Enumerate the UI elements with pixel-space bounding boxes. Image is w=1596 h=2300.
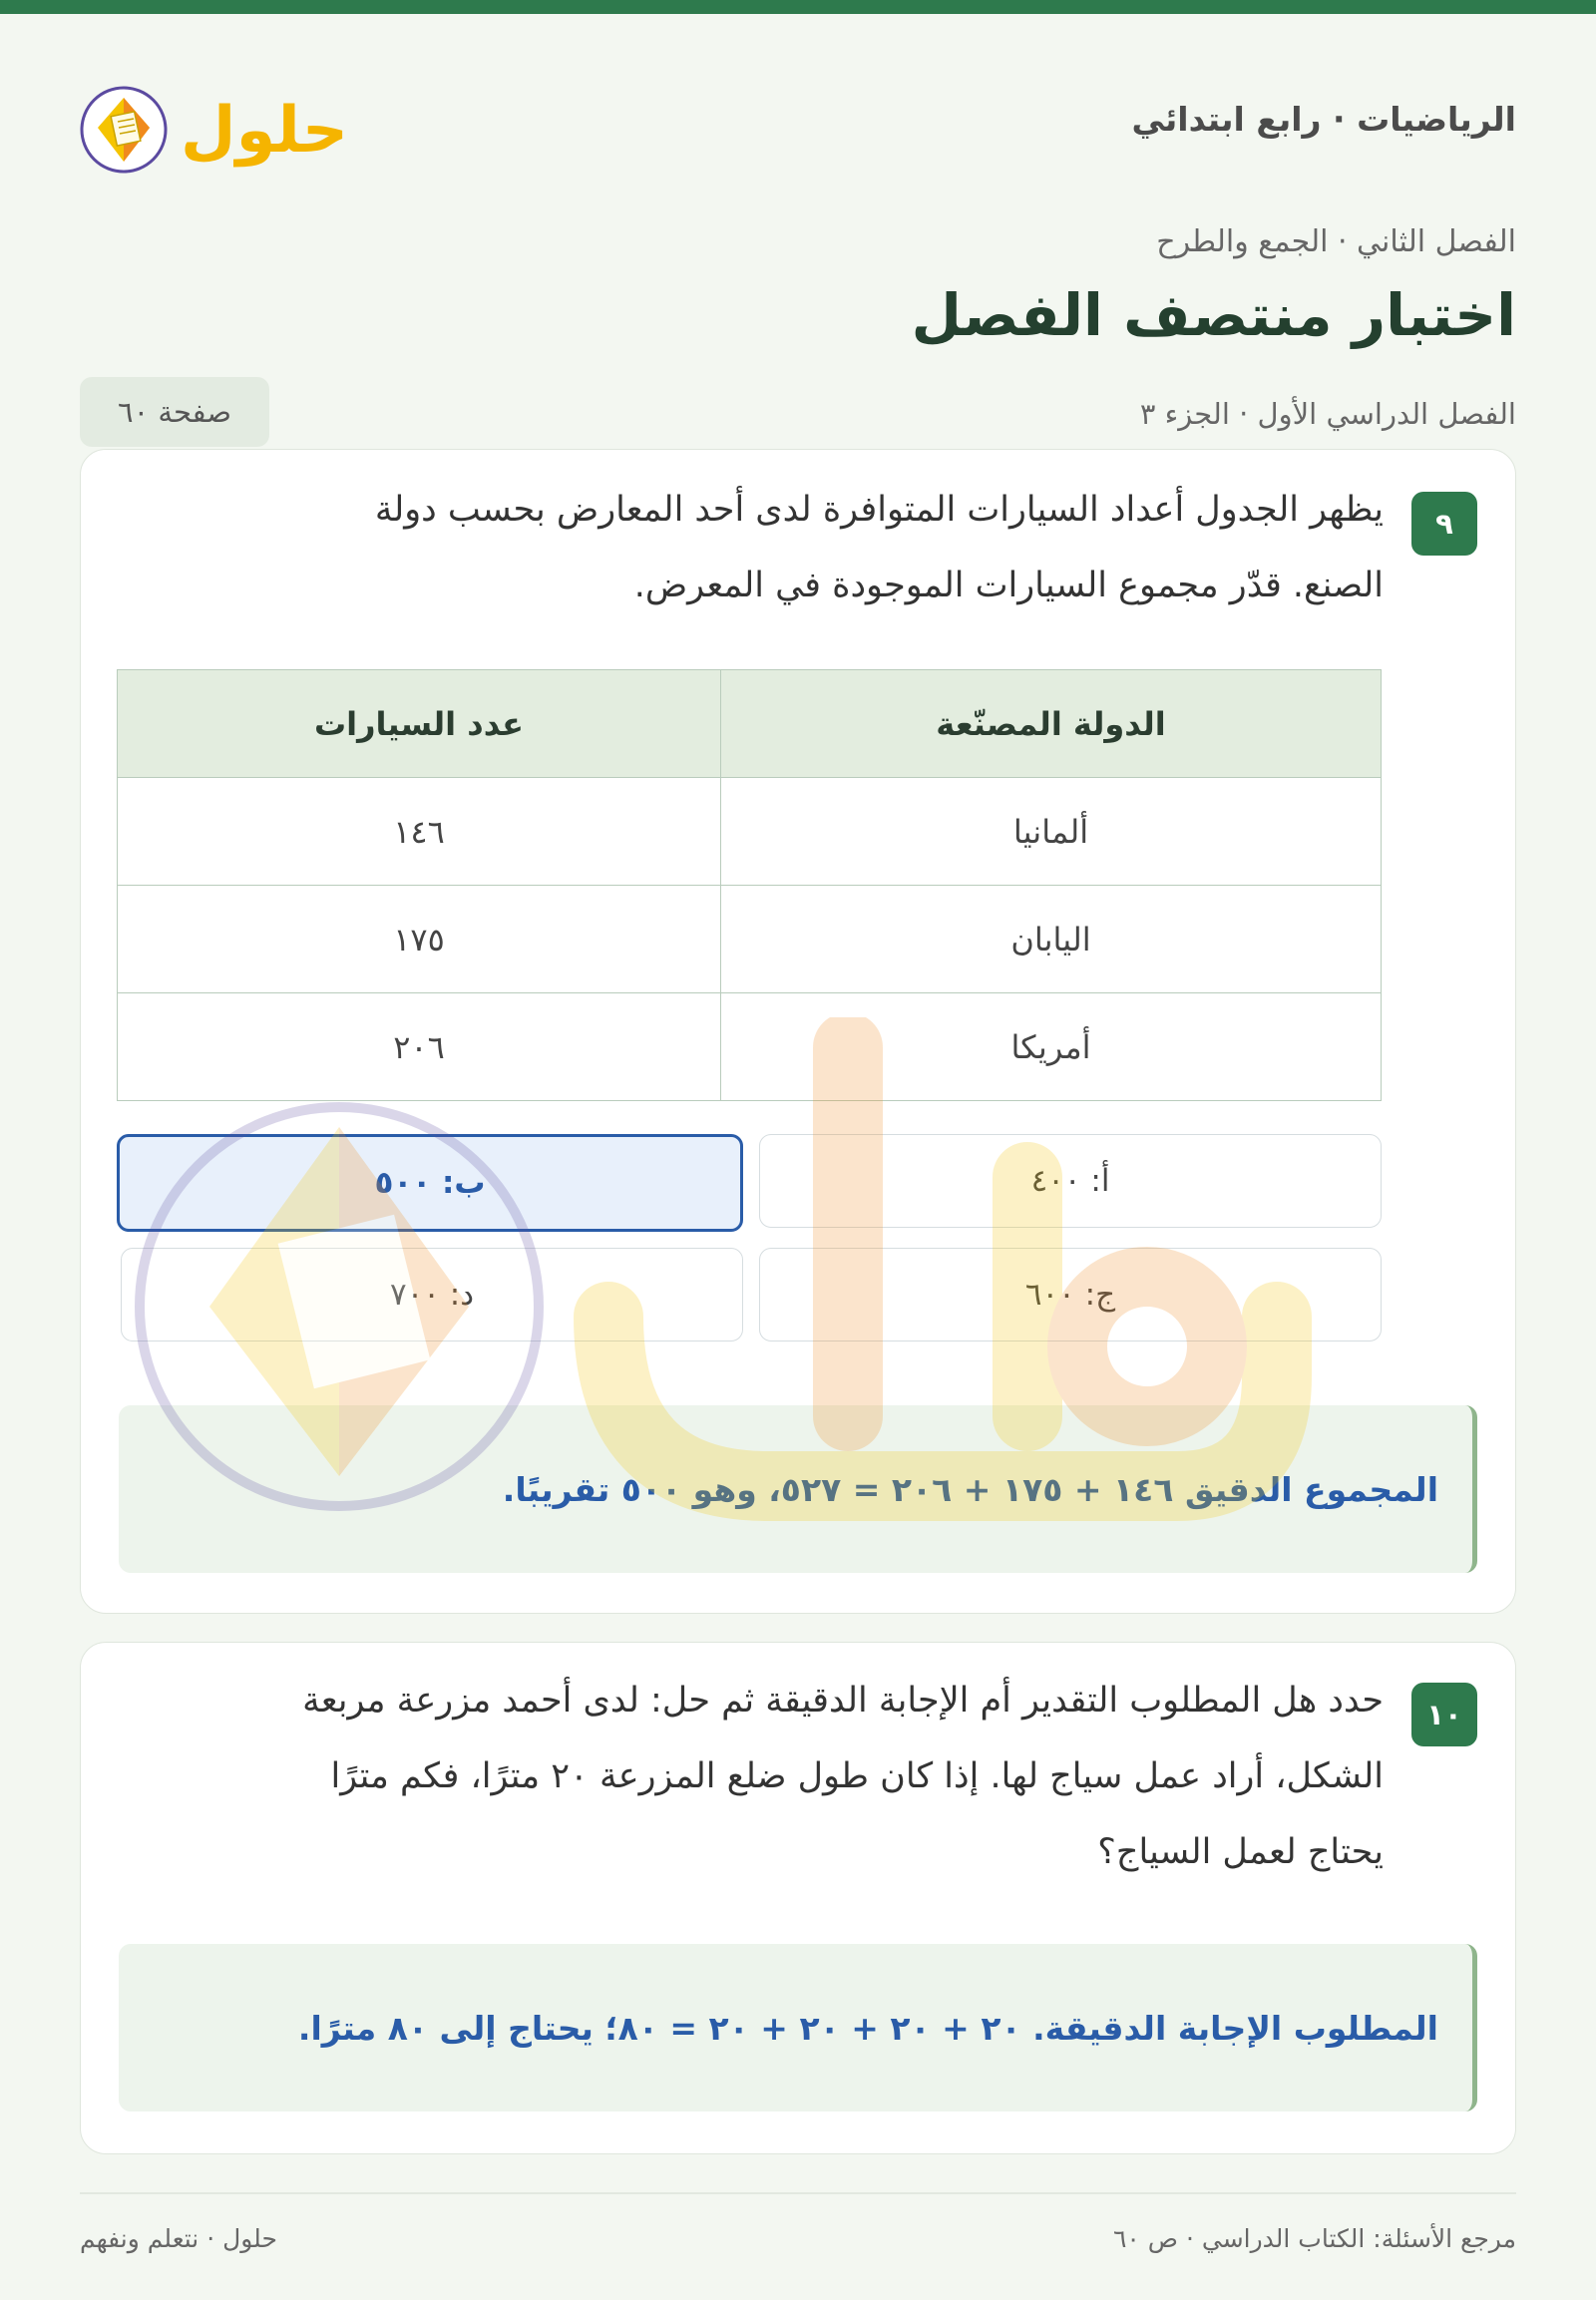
table-cell-count: ١٤٦ bbox=[118, 778, 721, 886]
answer-box bbox=[119, 1944, 1477, 2111]
table-cell-country: اليابان bbox=[721, 886, 1382, 993]
hulool-logo bbox=[80, 70, 369, 180]
question-text-line: يحتاج لعمل السياج؟ bbox=[1097, 1832, 1384, 1872]
question-text-line: الشكل، أراد عمل سياج لها. إذا كان طول ضلع المزرعة ٢٠ مترًا، فكم مترًا bbox=[330, 1756, 1384, 1796]
table-header-row bbox=[118, 670, 1382, 778]
page-number-chip: صفحة ٦٠ bbox=[80, 377, 269, 447]
footer-brand: حلول · نتعلم ونفهم bbox=[80, 2224, 277, 2253]
answer-text: المجموع الدقيق ١٤٦ + ١٧٥ + ٢٠٦ = ٥٢٧، وهو ٥٠٠ تقريبًا. bbox=[502, 1469, 1438, 1509]
answer-box bbox=[119, 1405, 1477, 1573]
top-accent-bar bbox=[0, 0, 1596, 14]
option-a-button[interactable]: أ: ٤٠٠ bbox=[759, 1134, 1382, 1228]
question-text bbox=[302, 1663, 1384, 1890]
answer-text: المطلوب الإجابة الدقيقة. ٢٠ + ٢٠ + ٢٠ + ٢٠ = ٨٠؛ يحتاج إلى ٨٠ مترًا. bbox=[297, 2008, 1438, 2048]
page-title: اختبار منتصف الفصل bbox=[911, 281, 1516, 349]
question-text-line: حدد هل المطلوب التقدير أم الإجابة الدقيقة ثم حل: لدى أحمد مزرعة مربعة bbox=[302, 1681, 1384, 1721]
chapter-label: الفصل الثاني · الجمع والطرح bbox=[1156, 224, 1516, 259]
footer-reference: مرجع الأسئلة: الكتاب الدراسي · ص ٦٠ bbox=[1112, 2224, 1516, 2253]
table-row bbox=[118, 886, 1382, 993]
question-text-line: يظهر الجدول أعداد السيارات المتوافرة لدى أحد المعارض بحسب دولة bbox=[374, 490, 1384, 530]
question-text bbox=[375, 472, 1384, 623]
option-c-button[interactable]: ج: ٦٠٠ bbox=[759, 1248, 1382, 1342]
question-card-10 bbox=[80, 1642, 1516, 2154]
table-cell-count: ٢٠٦ bbox=[118, 993, 721, 1101]
table-cell-count: ١٧٥ bbox=[118, 886, 721, 993]
semester-label: الفصل الدراسي الأول · الجزء ٣ bbox=[1139, 397, 1516, 431]
question-text-line: الصنع. قدّر مجموع السيارات الموجودة في المعرض. bbox=[633, 566, 1384, 605]
footer-divider bbox=[80, 2192, 1516, 2194]
table-header-cell: الدولة المصنّعة bbox=[721, 670, 1382, 778]
table-cell-country: ألمانيا bbox=[721, 778, 1382, 886]
table-cell-country: أمريكا bbox=[721, 993, 1382, 1101]
cars-table bbox=[117, 669, 1382, 1101]
table-row bbox=[118, 993, 1382, 1101]
table-row bbox=[118, 778, 1382, 886]
question-card-9 bbox=[80, 449, 1516, 1614]
question-number-badge: ٩ bbox=[1411, 492, 1477, 556]
subject-label: الرياضيات · رابع ابتدائي bbox=[1131, 100, 1516, 139]
option-d-button[interactable]: د: ٧٠٠ bbox=[121, 1248, 743, 1342]
option-b-button[interactable]: ب: ٥٠٠ bbox=[117, 1134, 743, 1232]
question-number-badge: ١٠ bbox=[1411, 1683, 1477, 1746]
page-header bbox=[80, 70, 1516, 180]
table-header-cell: عدد السيارات bbox=[118, 670, 721, 778]
svg-text:حلول: حلول bbox=[181, 94, 348, 168]
